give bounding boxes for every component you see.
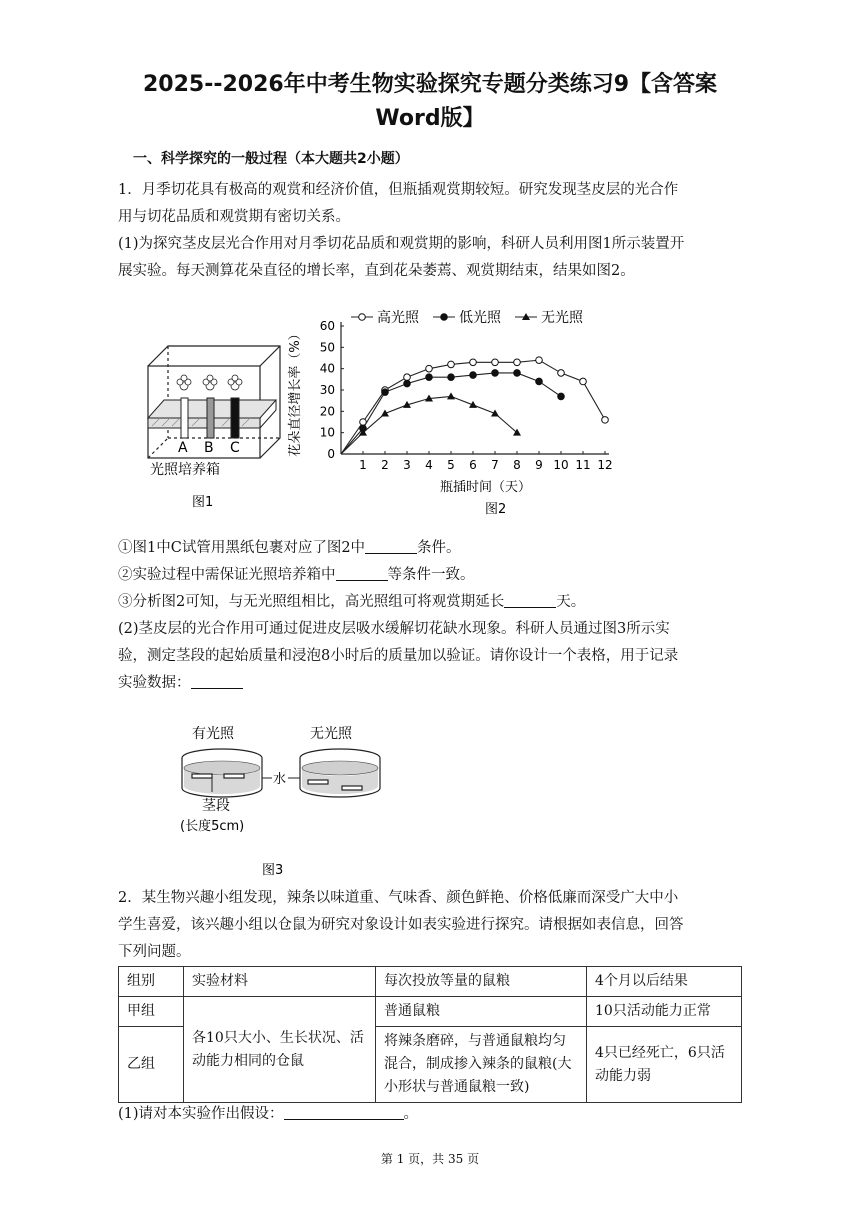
- q1-line: 展实验。每天测算花朵直径的增长率，直到花朵萎蔫、观赏期结束，结果如图2。: [118, 263, 635, 279]
- dark-label: 无光照: [310, 726, 352, 742]
- page-footer: 第 1 页，共 35 页: [380, 1152, 480, 1166]
- legend-label: 无光照: [541, 310, 583, 326]
- answer-blank[interactable]: [504, 592, 556, 608]
- x-tick-label: 3: [403, 458, 411, 472]
- legend-label: 高光照: [377, 310, 419, 326]
- y-tick-label: 10: [319, 425, 335, 440]
- table-cell: 4只已经死亡，6只活动能力弱: [587, 1027, 742, 1103]
- y-tick-label: 40: [319, 361, 335, 376]
- dish-dark: [300, 749, 380, 797]
- light-label: 有光照: [192, 726, 234, 742]
- q1-part2-line: (2)茎皮层的光合作用可通过促进皮层吸水缓解切花缺水现象。科研人员通过图3所示实: [118, 621, 670, 637]
- table-cell: 甲组: [119, 997, 184, 1027]
- document-title: [0, 68, 860, 136]
- y-axis-title-text: 花朵直径增长率（%）: [288, 327, 303, 457]
- y-axis-title: [287, 327, 303, 456]
- data-point: [470, 359, 477, 366]
- data-point: [447, 392, 455, 399]
- q1-part2-line: 验，测定茎段的起始质量和浸泡8小时后的质量加以验证。请你设计一个表格，用于记录: [118, 648, 679, 664]
- table-cell: 将辣条磨碎，与普通鼠粮均匀混合，制成掺入辣条的鼠粮(大小形状与普通鼠粮一致): [376, 1027, 587, 1103]
- answer-blank[interactable]: [284, 1104, 404, 1120]
- question-2-intro: [118, 885, 738, 966]
- y-tick-label: 20: [319, 404, 335, 419]
- table-header: 实验材料: [184, 967, 376, 997]
- x-axis-title: 瓶插时间（天）: [440, 480, 532, 495]
- x-tick-label: 2: [381, 458, 389, 472]
- x-tick-label: 1: [359, 458, 367, 472]
- table-cell: 乙组: [119, 1027, 184, 1103]
- data-point: [448, 374, 455, 381]
- data-point: [536, 357, 543, 364]
- subquestion-1: ①图1中C试管用黑纸包裹对应了图2中 条件。: [118, 540, 461, 556]
- figure-3-caption: 图3: [262, 863, 284, 878]
- x-tick-label: 10: [553, 458, 569, 472]
- water-label: 水: [273, 772, 287, 787]
- box-label: 光照培养箱: [150, 462, 220, 478]
- x-tick-label: 8: [513, 458, 521, 472]
- answer-blank[interactable]: [191, 673, 243, 689]
- data-point: [426, 374, 433, 381]
- figure-1-caption: 图1: [192, 495, 214, 510]
- data-point: [426, 365, 433, 372]
- dish-light: [182, 749, 262, 797]
- y-tick-label: 30: [319, 383, 335, 397]
- y-tick-label: 60: [319, 319, 335, 333]
- data-point: [492, 370, 499, 377]
- stem-length-label: (长度5cm): [180, 819, 245, 834]
- table-header: 组别: [119, 967, 184, 997]
- data-point: [514, 370, 521, 377]
- data-point: [404, 380, 411, 387]
- data-point: [404, 374, 411, 381]
- experiment-table: [118, 966, 742, 1103]
- answer-blank[interactable]: [336, 565, 388, 581]
- q1-line: 用与切花品质和观赏期有密切关系。: [118, 209, 350, 225]
- title-line-2: Word版】: [375, 106, 485, 131]
- data-point: [602, 417, 609, 424]
- tube-label-b: B: [204, 440, 214, 456]
- chart-plot: [341, 357, 608, 454]
- figure-1: [140, 338, 290, 518]
- stem-label: 茎段: [202, 798, 230, 814]
- x-tick-label: 9: [535, 458, 543, 472]
- data-point: [382, 389, 389, 396]
- q2-line: 2．某生物兴趣小组发现，辣条以味道重、气味香、颜色鲜艳、价格低廉而深受广大中小: [118, 890, 679, 906]
- data-point: [448, 361, 455, 368]
- data-point: [558, 370, 565, 377]
- series-line: [341, 396, 517, 454]
- q1-line: (1)为探究茎皮层光合作用对月季切花品质和观赏期的影响，科研人员利用图1所示装置开: [118, 236, 685, 252]
- figure-3: [170, 720, 420, 880]
- x-tick-label: 5: [447, 458, 455, 472]
- series-3: [341, 392, 521, 454]
- data-point: [536, 378, 543, 385]
- data-point: [514, 359, 521, 366]
- data-point: [359, 314, 366, 321]
- data-point: [441, 314, 448, 321]
- table-header-row: [119, 967, 742, 997]
- tube-label-c: C: [230, 440, 240, 456]
- data-point: [470, 372, 477, 379]
- table-header: 每次投放等量的鼠粮: [376, 967, 587, 997]
- legend-label: 低光照: [459, 310, 501, 326]
- y-tick-label: 0: [327, 447, 335, 461]
- table-cell: 普通鼠粮: [376, 997, 587, 1027]
- data-point: [492, 359, 499, 366]
- q1-line: 1．月季切花具有极高的观赏和经济价值，但瓶插观赏期较短。研究发现茎皮层的光合作: [118, 182, 679, 198]
- answer-blank[interactable]: [365, 538, 417, 554]
- x-tick-label: 6: [469, 458, 477, 472]
- question-1-intro: [118, 177, 738, 285]
- y-tick-label: 50: [319, 340, 335, 355]
- q1-part2-line: 实验数据：: [118, 670, 738, 697]
- x-tick-label: 4: [425, 458, 433, 472]
- figure-2-chart: [285, 300, 620, 522]
- table-row: [119, 997, 742, 1027]
- table-header: 4个月以后结果: [587, 967, 742, 997]
- title-line-1: 2025--2026年中考生物实验探究专题分类练习9【含答案: [142, 72, 718, 97]
- data-point: [580, 378, 587, 385]
- chart-legend: [351, 309, 584, 326]
- subquestion-2: ②实验过程中需保证光照培养箱中 等条件一致。: [118, 567, 475, 583]
- series-2: [341, 370, 564, 454]
- series-line: [341, 373, 561, 454]
- question-1-items: [118, 535, 738, 697]
- data-point: [558, 393, 565, 400]
- x-tick-label: 7: [491, 458, 499, 472]
- x-tick-label: 12: [597, 458, 613, 472]
- table-cell: 各10只大小、生长状况、活动能力相同的仓鼠: [184, 997, 376, 1103]
- table-cell: 10只活动能力正常: [587, 997, 742, 1027]
- x-tick-label: 11: [575, 458, 591, 472]
- figure-2-caption: 图2: [485, 502, 507, 517]
- section-heading: 一、科学探究的一般过程（本大题共2小题）: [133, 151, 409, 167]
- hypothesis-line: (1)请对本实验作出假设： 。: [118, 1106, 419, 1122]
- q2-line: 学生喜爱，该兴趣小组以仓鼠为研究对象设计如表实验进行探究。请根据如表信息，回答: [118, 917, 684, 933]
- subquestion-3: ③分析图2可知，与无光照组相比，高光照组可将观赏期延长 天。: [118, 594, 586, 610]
- q2-line: 下列问题。: [118, 944, 191, 960]
- chart-axes: [320, 319, 613, 472]
- tube-label-a: A: [178, 440, 188, 456]
